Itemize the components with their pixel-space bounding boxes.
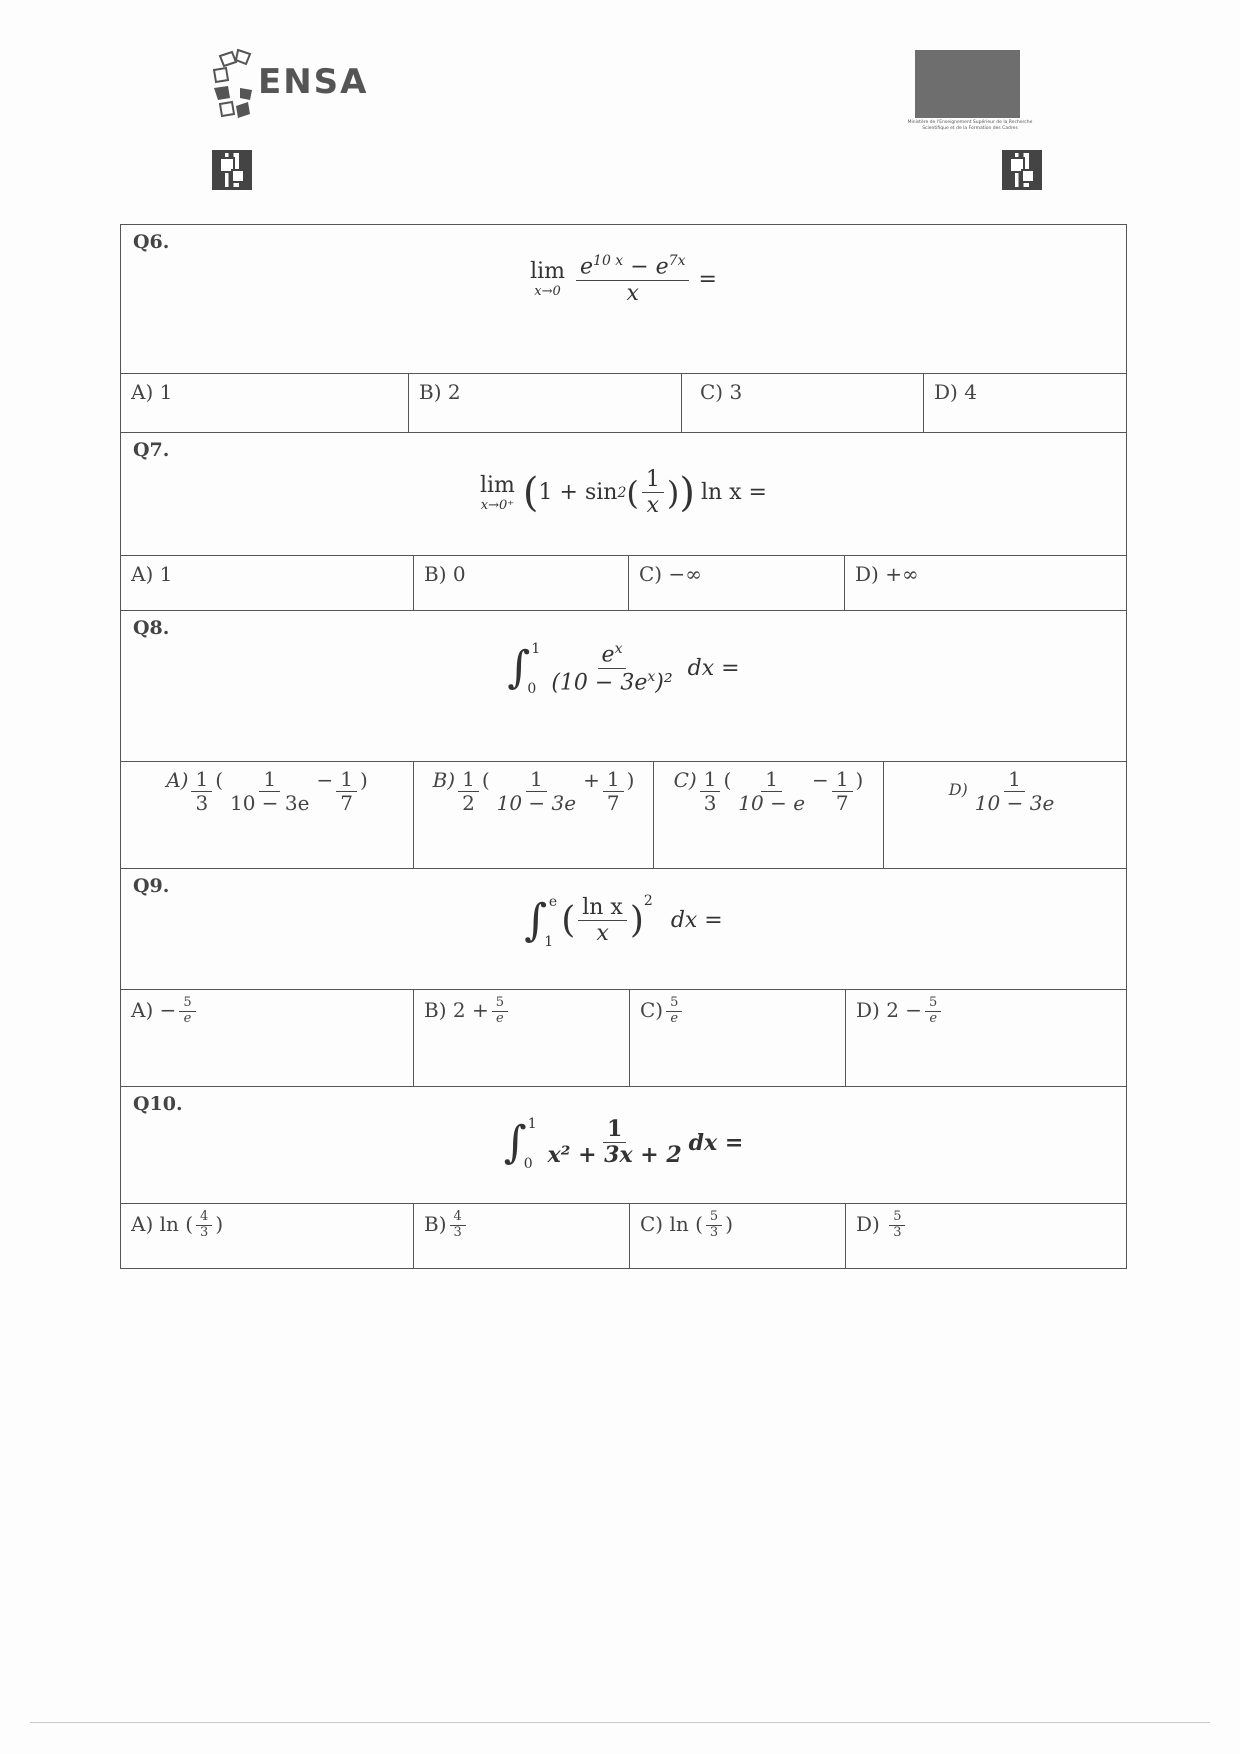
- qr-code-icon: [212, 150, 252, 190]
- answer-option[interactable]: D) 4: [934, 380, 977, 404]
- answer-option[interactable]: D) 2 − $\frac{5}{e}$: [846, 990, 1126, 1086]
- answer-row-q7: [121, 556, 1126, 611]
- logo-mark-icon: [210, 48, 258, 128]
- question-formula: ∫ 1 0 $\frac{e^x}{(10 - 3e^x)^2}$ dx =: [507, 641, 740, 698]
- answer-option[interactable]: C) $\frac{1}{3}$ ( $\frac{1}{10 - e}$ − $\frac{1}{7}$ ): [654, 762, 884, 868]
- integral-symbol: ∫ 1 0: [503, 1115, 537, 1172]
- answer-option[interactable]: B) 0: [414, 556, 629, 610]
- question-q8: [121, 611, 1126, 762]
- answer-option[interactable]: D) +∞: [855, 562, 919, 586]
- answer-option[interactable]: A) ln ( $\frac{4}{3}$ ): [121, 1204, 414, 1268]
- fraction: $\frac{1}{\text{x² + 3x + 2}}$: [547, 1116, 682, 1169]
- question-formula: ∫ 1 0 $\frac{1}{\text{x² + 3x + 2}}$ dx =: [503, 1115, 744, 1172]
- qr-code-icon: [1002, 150, 1042, 190]
- answer-option[interactable]: B) 2: [409, 374, 682, 432]
- question-label: Q9.: [133, 875, 170, 897]
- answer-option[interactable]: D) $\frac{5}{3}$: [846, 1204, 1126, 1268]
- question-label: Q6.: [133, 231, 170, 253]
- integral-symbol: ∫ 1 0: [507, 641, 541, 698]
- answer-option[interactable]: B) $\frac{4}{3}$: [414, 1204, 630, 1268]
- answer-option[interactable]: A) $\frac{1}{3}$ ( $\frac{1}{10 - 3e}$ − $\frac{1}{7}$ ): [121, 762, 414, 868]
- fraction: $\frac{e^x}{(10 - 3e^x)^2}$: [551, 641, 673, 695]
- fraction: $\frac{\text{ln x}}{x}$: [578, 895, 627, 947]
- question-label: Q8.: [133, 617, 170, 639]
- answer-option[interactable]: A) 1: [121, 556, 414, 610]
- answer-option[interactable]: C) −∞: [629, 556, 845, 610]
- answer-option[interactable]: C) $\frac{5}{e}$: [630, 990, 846, 1086]
- ministry-text: Ministère de l'Enseignement Supérieur de la Recherche Scientifique et de la Formation des Cadres: [907, 120, 1033, 131]
- answer-option[interactable]: D) $\frac{1}{10 - 3e}$: [948, 767, 1055, 815]
- fraction: $\frac{1}{x}$: [642, 467, 664, 519]
- limit-symbol: lim x→0⁺: [479, 472, 515, 513]
- answer-row-q9: [121, 990, 1126, 1087]
- question-formula: lim x→0⁺ ( 1 + sin 2 ( $\frac{1}{x}$ ) ) ln x =: [479, 467, 767, 519]
- answer-row-q6: [121, 374, 1126, 433]
- question-formula: lim x→0 $\frac{e^{10 x} - e^{7x}}{x}$ =: [530, 253, 717, 306]
- answer-option[interactable]: C) ln ( $\frac{5}{3}$ ): [630, 1204, 846, 1268]
- exam-table: [120, 224, 1127, 1269]
- school-logo-text: ENSA: [258, 62, 369, 102]
- answer-option[interactable]: A) 1: [121, 374, 409, 432]
- question-label: Q10.: [133, 1093, 183, 1115]
- answer-option[interactable]: B) 2 + $\frac{5}{e}$: [414, 990, 630, 1086]
- question-label: Q7.: [133, 439, 170, 461]
- answer-option[interactable]: B) $\frac{1}{2}$ ( $\frac{1}{10 - 3e}$ + $\frac{1}{7}$ ): [414, 762, 654, 868]
- school-logo: [210, 48, 370, 128]
- answer-option[interactable]: A) − $\frac{5}{e}$: [121, 990, 414, 1086]
- page-bottom-edge: [30, 1722, 1210, 1723]
- answer-option[interactable]: C) 3: [682, 374, 924, 432]
- question-q7: [121, 433, 1126, 556]
- integral-symbol: ∫ e 1: [524, 893, 558, 950]
- question-q10: [121, 1087, 1126, 1204]
- question-formula: ∫ e 1 ( $\frac{\text{ln x}}{x}$ ) 2 dx =: [524, 893, 723, 950]
- ministry-emblem: [915, 50, 1020, 118]
- question-q9: [121, 869, 1126, 990]
- answer-row-q10: [121, 1204, 1126, 1268]
- answer-row-q8: [121, 762, 1126, 869]
- fraction: $\frac{e^{10 x} - e^{7x}}{x}$: [576, 253, 689, 306]
- question-q6: [121, 225, 1126, 374]
- limit-symbol: lim x→0: [530, 259, 566, 300]
